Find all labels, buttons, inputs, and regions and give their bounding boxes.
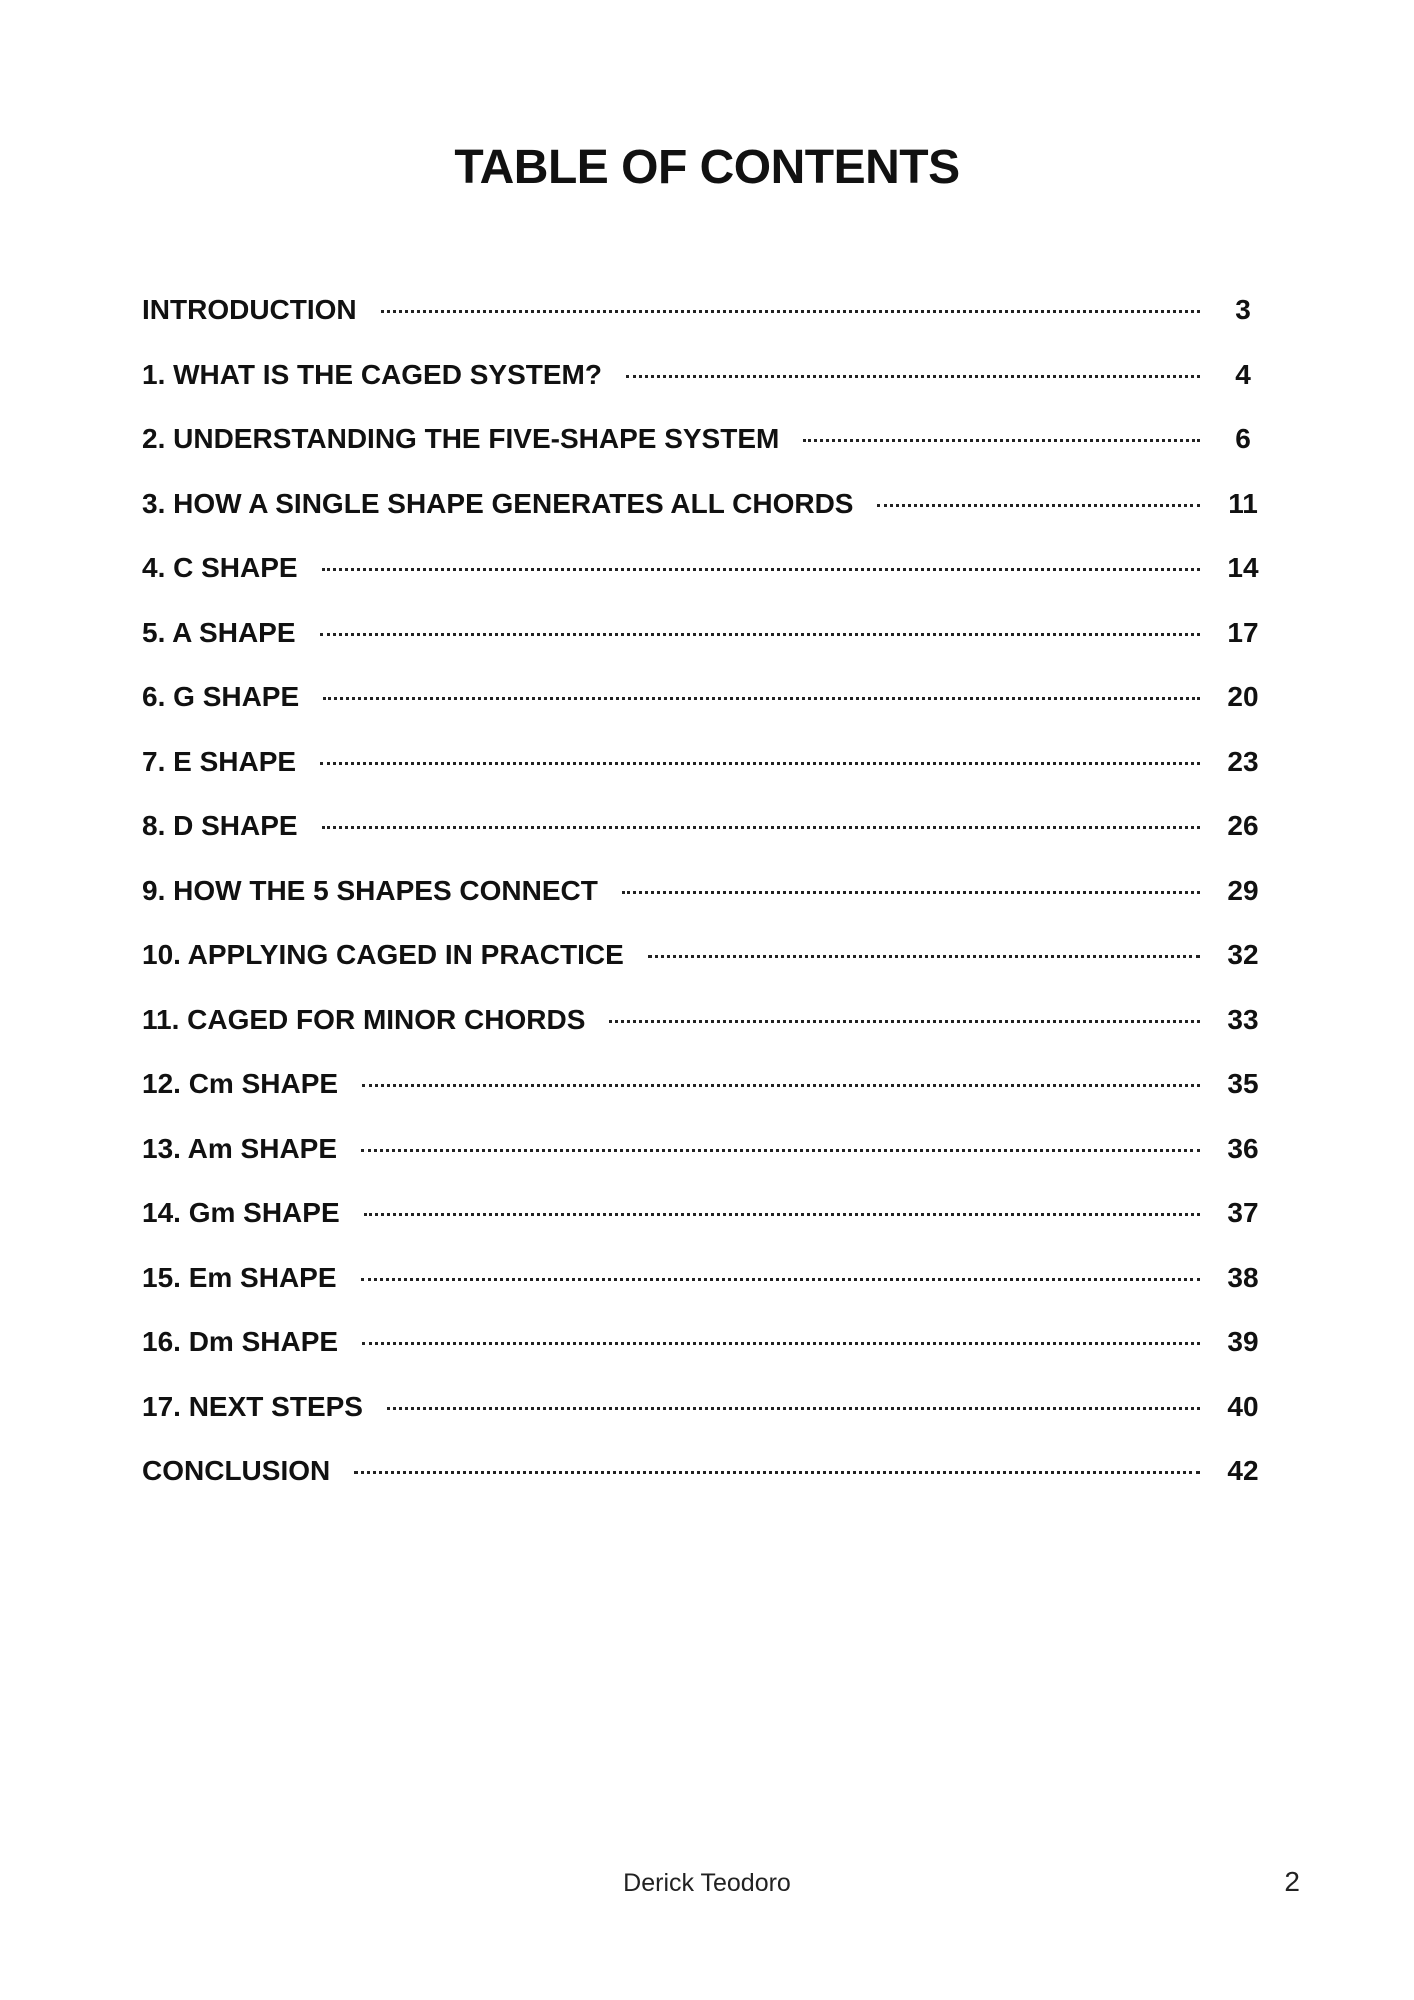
toc-entry-page: 40 [1227,1390,1259,1422]
toc-entry-page: 26 [1227,810,1259,841]
toc-entry-page: 3 [1235,294,1251,325]
toc-entry-label: 12. Cm SHAPE [142,1068,339,1099]
toc-entry-page: 6 [1235,423,1251,454]
toc-entry-label: INTRODUCTION [142,294,357,325]
toc-dot-leader [381,310,1200,313]
toc-entry-16[interactable] [142,1310,1278,1375]
toc-entry-label: 6. G SHAPE [142,681,300,712]
toc-dot-leader [648,955,1200,958]
toc-entry-label: 8. D SHAPE [142,810,298,841]
toc-entry-page: 37 [1227,1197,1259,1228]
footer-author: Derick Teodoro [623,1869,791,1897]
toc-entry-page: 20 [1227,681,1259,712]
toc-entry-page: 4 [1235,358,1251,390]
toc-dot-leader [362,1084,1200,1087]
toc-entry-label: 17. NEXT STEPS [142,1390,363,1422]
toc-entry-label: 11. CAGED FOR MINOR CHORDS [142,1003,586,1035]
toc-dot-leader [387,1407,1200,1410]
toc-entry-label: 10. APPLYING CAGED IN PRACTICE [142,939,624,970]
toc-entry-12[interactable] [142,1052,1278,1117]
toc-entry-page: 38 [1227,1261,1259,1293]
toc-dot-leader [361,1149,1200,1152]
toc-dot-leader [609,1020,1200,1023]
toc-dot-leader [323,697,1200,700]
toc-entry-2[interactable] [142,407,1278,472]
toc-entry-3[interactable] [142,472,1278,537]
toc-entry-page: 29 [1227,874,1259,906]
toc-entry-15[interactable] [142,1246,1278,1311]
toc-entry-label: 16. Dm SHAPE [142,1326,339,1357]
toc-entry-1[interactable] [142,343,1278,408]
toc-dot-leader [322,568,1200,571]
toc-entry-7[interactable] [142,730,1278,795]
toc-entry-label: 3. HOW A SINGLE SHAPE GENERATES ALL CHORDS [142,487,854,519]
toc-entry-17[interactable] [142,1375,1278,1440]
toc-entry-label: 15. Em SHAPE [142,1261,337,1293]
toc-entry-label: 4. C SHAPE [142,552,298,583]
toc-entry-introduction[interactable] [142,278,1278,343]
toc-entry-4[interactable] [142,536,1278,601]
toc-entry-page: 36 [1227,1132,1259,1164]
toc-entry-label: 1. WHAT IS THE CAGED SYSTEM? [142,358,602,390]
toc-dot-leader [320,633,1200,636]
toc-entry-label: 5. A SHAPE [142,616,296,648]
toc-entry-label: 2. UNDERSTANDING THE FIVE-SHAPE SYSTEM [142,423,780,454]
toc-entry-page: 32 [1227,939,1259,970]
toc-entry-page: 39 [1227,1326,1259,1357]
toc-entry-label: CONCLUSION [142,1455,331,1486]
toc-entry-6[interactable] [142,665,1278,730]
toc-entry-page: 17 [1227,616,1259,648]
toc-entry-label: 13. Am SHAPE [142,1132,338,1164]
toc-entry-11[interactable] [142,988,1278,1053]
footer-page-number: 2 [1284,1866,1300,1897]
toc-dot-leader [362,1342,1200,1345]
toc-entry-14[interactable] [142,1181,1278,1246]
toc-entry-conclusion[interactable] [142,1439,1278,1504]
toc-entry-label: 7. E SHAPE [142,745,297,777]
toc-entry-page: 33 [1227,1003,1259,1035]
toc-entry-page: 11 [1228,487,1258,519]
toc-dot-leader [803,439,1200,442]
toc-dot-leader [622,891,1200,894]
toc-dot-leader [877,504,1200,507]
toc-entry-13[interactable] [142,1117,1278,1182]
toc-entry-page: 35 [1227,1068,1259,1099]
toc-dot-leader [354,1471,1200,1474]
toc-dot-leader [361,1278,1200,1281]
table-of-contents [142,278,1278,1504]
toc-entry-9[interactable] [142,859,1278,924]
toc-dot-leader [322,826,1200,829]
toc-entry-page: 42 [1227,1455,1259,1486]
page-title: TABLE OF CONTENTS [454,141,960,194]
toc-dot-leader [626,375,1200,378]
toc-entry-page: 23 [1227,745,1259,777]
toc-entry-label: 9. HOW THE 5 SHAPES CONNECT [142,874,598,906]
toc-entry-10[interactable] [142,923,1278,988]
toc-dot-leader [320,762,1200,765]
toc-entry-label: 14. Gm SHAPE [142,1197,340,1228]
toc-entry-8[interactable] [142,794,1278,859]
toc-entry-5[interactable] [142,601,1278,666]
toc-entry-page: 14 [1227,552,1259,583]
toc-dot-leader [364,1213,1200,1216]
